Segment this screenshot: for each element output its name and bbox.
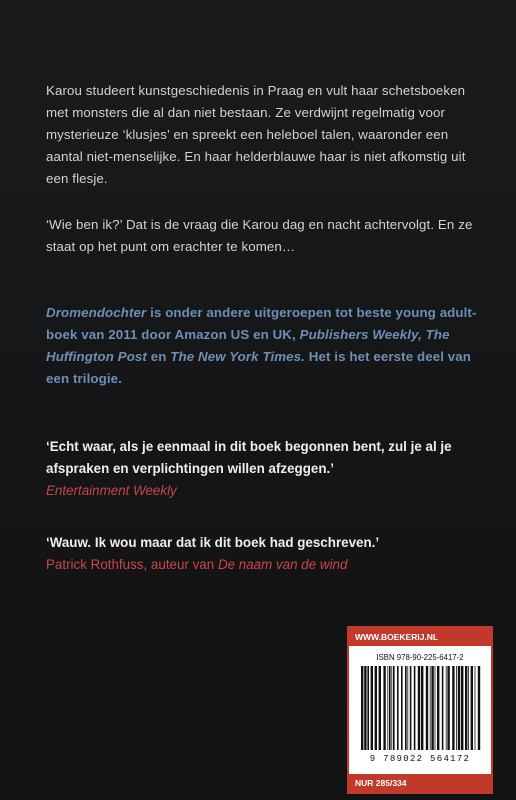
barcode-bar xyxy=(397,666,399,750)
quote-1-source: Entertainment Weekly xyxy=(46,483,177,498)
barcode-bar xyxy=(389,666,391,750)
book-title: Dromendochter xyxy=(46,305,147,320)
barcode-bar xyxy=(407,666,408,750)
barcode-bar xyxy=(426,666,428,750)
nur-label: NUR 285/334 xyxy=(349,774,491,792)
barcode-bar xyxy=(431,666,433,750)
barcode-bar xyxy=(383,666,385,750)
barcode-bar xyxy=(421,666,423,750)
quote-1-text: ‘Echt waar, als je eenmaal in dit boek begonnen bent, zul je al je afspraken en verplichtingen willen afzeggen.’ xyxy=(46,439,452,476)
barcode-bar xyxy=(410,666,412,750)
barcode-bar xyxy=(393,666,395,750)
barcode-bar xyxy=(435,666,436,750)
barcode-bar xyxy=(475,666,476,750)
quote-2-text: ‘Wauw. Ik wou maar dat ik dit boek had geschreven.’ xyxy=(46,535,380,550)
barcode-bar xyxy=(379,666,381,750)
barcode-bar xyxy=(461,666,463,750)
quote-2 xyxy=(46,532,486,576)
barcode-bar xyxy=(452,666,454,750)
barcode-bar xyxy=(391,666,392,750)
blurb-paragraph-2: ‘Wie ben ik?’ Dat is de vraag die Karou dag en nacht achtervolgt. En ze staat op het punt om erachter te komen… xyxy=(46,217,473,254)
website-label: WWW.BOEKERIJ.NL xyxy=(349,628,491,646)
barcode-bar xyxy=(478,666,480,750)
blurb-paragraph-1: Karou studeert kunstgeschiedenis in Praag en vult haar schetsboeken met monsters die al dan niet bestaan. Ze verdwijnt regelmatig voor mysterieuze ‘klusjes’ en spreekt een heleboel talen, waaronder een aantal niet-menselijke. En haar helderblauwe haar is niet afkomstig uit een flesje. xyxy=(46,83,466,186)
barcode-bar xyxy=(387,666,388,750)
barcode-bar xyxy=(458,666,460,750)
barcode-bar xyxy=(361,666,363,750)
barcode-bar xyxy=(442,666,444,750)
barcode-bar xyxy=(465,666,467,750)
barcode-icon xyxy=(359,666,483,750)
barcode-bar xyxy=(367,666,369,750)
barcode-bar xyxy=(447,666,449,750)
barcode-bar xyxy=(456,666,457,750)
barcode-bar xyxy=(364,666,366,750)
barcode-bar xyxy=(371,666,373,750)
isbn-label: ISBN 978-90-225-6417-2 xyxy=(376,653,464,662)
barcode-bar xyxy=(401,666,403,750)
barcode-bar xyxy=(471,666,473,750)
barcode-bar xyxy=(405,666,407,750)
quote-1 xyxy=(46,436,486,502)
barcode-bar xyxy=(430,666,431,750)
barcode-sticker xyxy=(347,626,493,794)
barcode-bar xyxy=(418,666,420,750)
award-paragraph: Dromendochter is onder andere uitgeroepen tot beste young adult-boek van 2011 door Amazon US en UK, Publishers Weekly, The Huffington Post en The New York Times. Het is het eerste deel van een trilogie. xyxy=(46,305,477,386)
barcode-bar xyxy=(468,666,469,750)
quote-2-source: Patrick Rothfuss, auteur van De naam van de wind xyxy=(46,557,348,572)
barcode-bar xyxy=(446,666,447,750)
barcode-bar xyxy=(414,666,416,750)
barcode-bar xyxy=(437,666,439,750)
barcode-digits: 9 789022 564172 xyxy=(369,754,471,764)
barcode-bar xyxy=(375,666,377,750)
